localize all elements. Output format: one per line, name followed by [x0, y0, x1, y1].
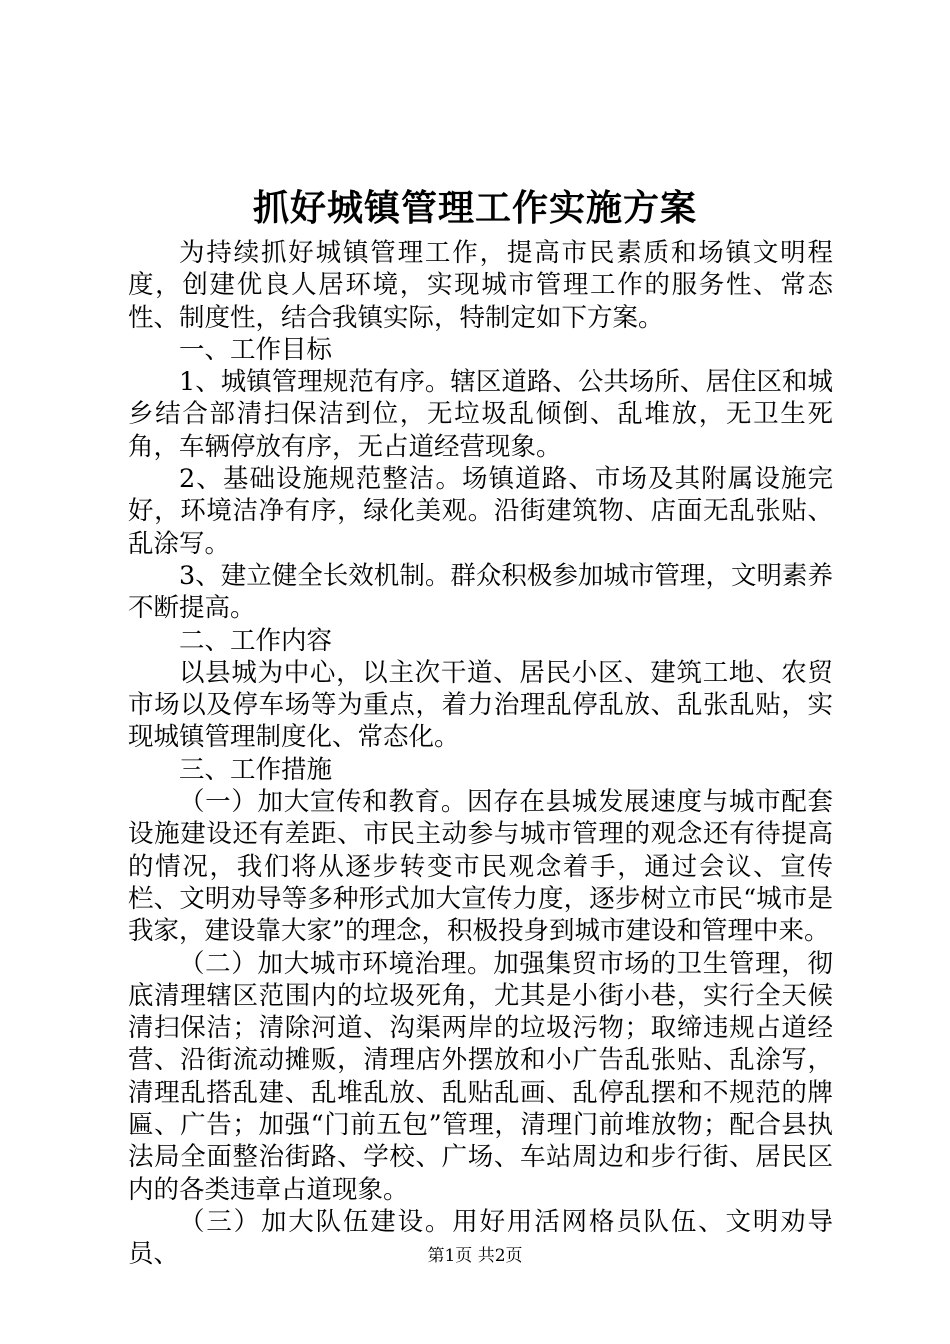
- goal-item-1: 1、城镇管理规范有序。辖区道路、公共场所、居住区和城乡结合部清扫保洁到位，无垃圾乱倾倒、乱堆放，无卫生死角，车辆停放有序，无占道经营现象。: [128, 367, 833, 462]
- measure-item-3: （三）加大队伍建设。用好用活网格员队伍、文明劝导员、: [128, 1206, 833, 1270]
- page-footer: 第1页 共2页: [427, 1246, 523, 1266]
- intro-paragraph: 为持续抓好城镇管理工作，提高市民素质和场镇文明程度，创建优良人居环境，实现城市管理工作的服务性、常态性、制度性，结合我镇实际，特制定如下方案。: [128, 238, 833, 333]
- document-body: [128, 237, 833, 1271]
- measure-item-2: （二）加大城市环境治理。加强集贸市场的卫生管理，彻底清理辖区范围内的垃圾死角，尤其是小街小巷，实行全天候清扫保洁；清除河道、沟渠两岸的垃圾污物；取缔违规占道经营、沿街流动摊贩，清理店外摆放和小广告乱张贴、乱涂写，清理乱搭乱建、乱堆乱放、乱贴乱画、乱停乱摆和不规范的牌匾、广告；加强“门前五包”管理，清理门前堆放物；配合县执法局全面整治街路、学校、广场、车站周边和步行街、居民区内的各类违章占道现象。: [128, 948, 833, 1205]
- section-heading-content: 二、工作内容: [179, 625, 333, 656]
- goal-item-3: 3、建立健全长效机制。群众积极参加城市管理，文明素养不断提高。: [128, 560, 833, 624]
- measure-item-1: （一）加大宣传和教育。因存在县城发展速度与城市配套设施建设还有差距、市民主动参与城市管理的观念还有待提高的情况，我们将从逐步转变市民观念着手，通过会议、宣传栏、文明劝导等多种形式加大宣传力度，逐步树立市民“城市是我家，建设靠大家”的理念，积极投身到城市建设和管理中来。: [128, 787, 833, 947]
- section-heading-measures: 三、工作措施: [179, 754, 333, 785]
- section-heading-goals: 一、工作目标: [179, 334, 333, 365]
- content-paragraph: 以县城为中心，以主次干道、居民小区、建筑工地、农贸市场以及停车场等为重点，着力治理乱停乱放、乱张乱贴，实现城镇管理制度化、常态化。: [128, 657, 833, 753]
- document-title: 抓好城镇管理工作实施方案: [252, 187, 697, 229]
- goal-item-2: 2、基础设施规范整洁。场镇道路、市场及其附属设施完好，环境洁净有序，绿化美观。沿街建筑物、店面无乱张贴、乱涂写。: [128, 464, 833, 559]
